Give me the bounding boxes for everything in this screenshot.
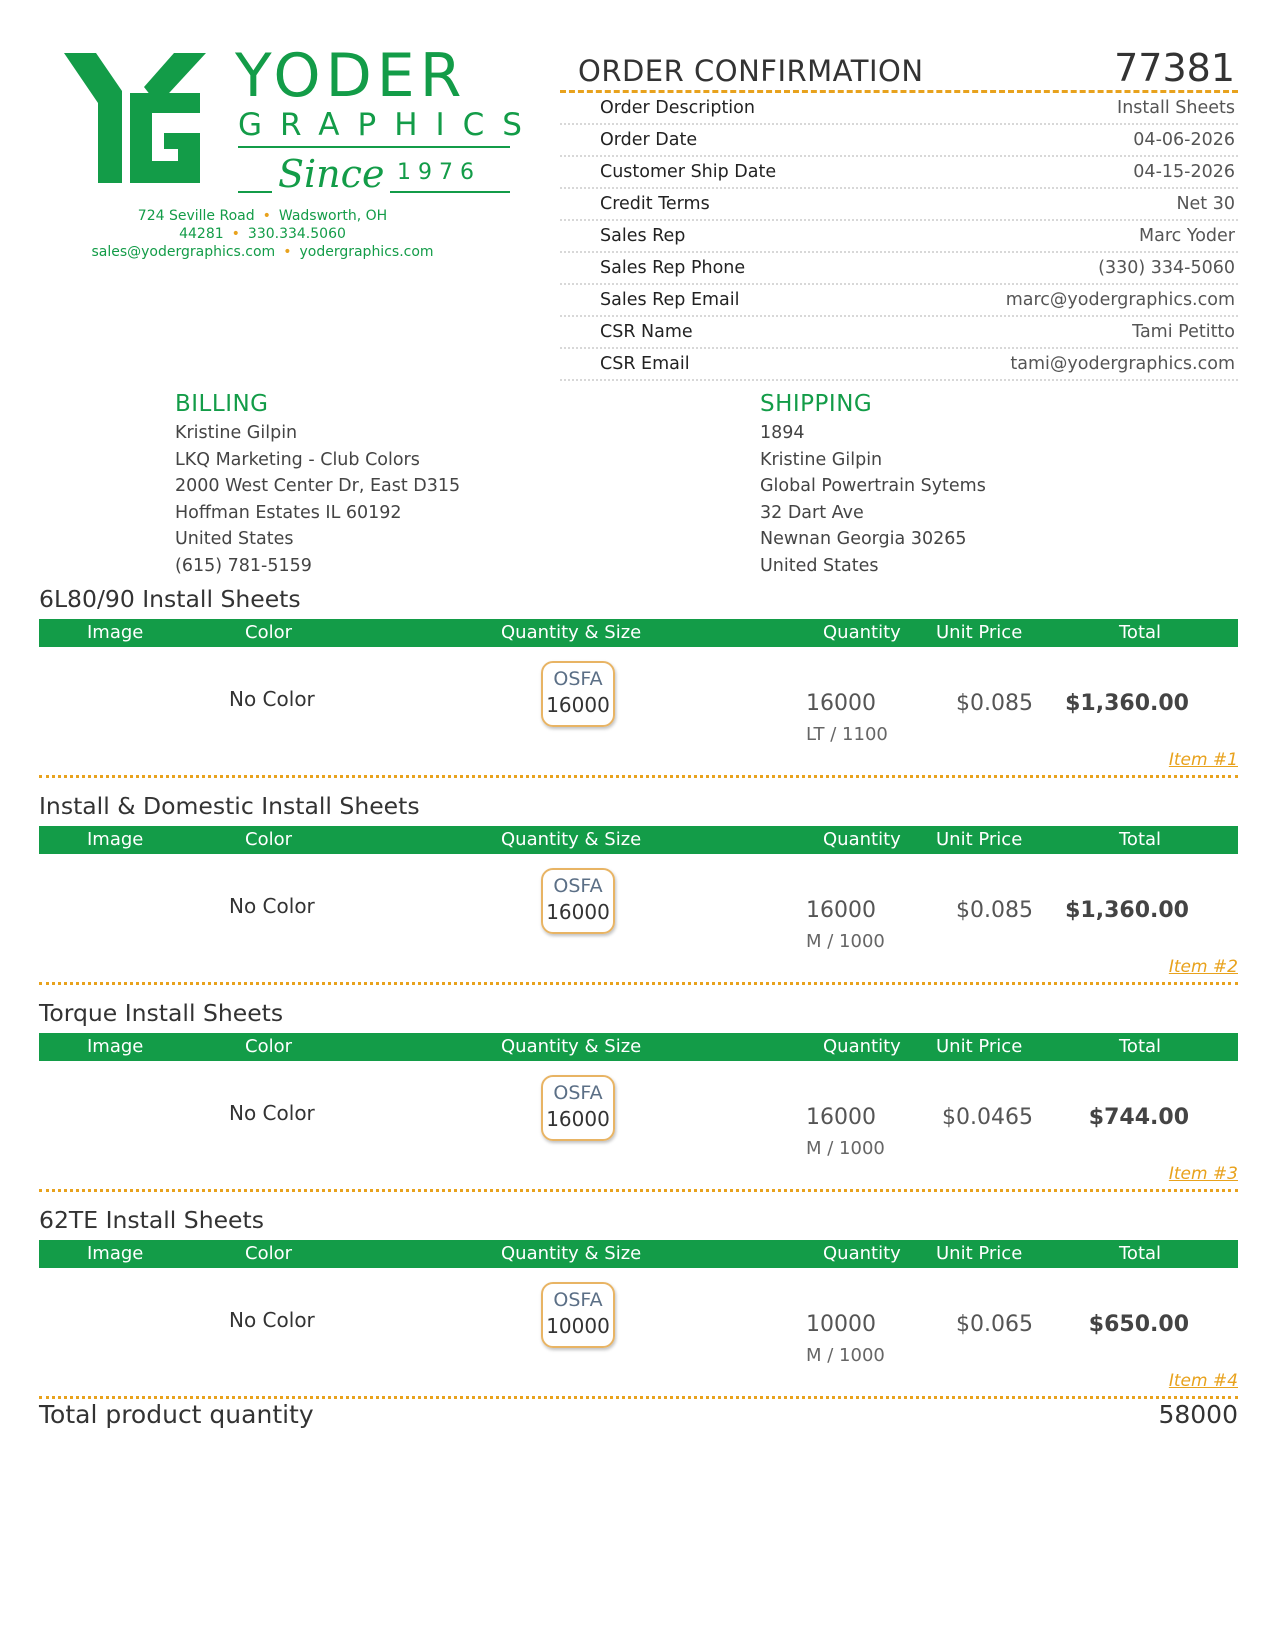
item-quantity: 16000 xyxy=(806,1105,876,1130)
col-color: Color xyxy=(245,829,292,850)
company-contact xyxy=(60,207,465,261)
size-label: OSFA xyxy=(553,668,603,690)
col-qty-size: Quantity & Size xyxy=(501,622,642,643)
item-title: Install & Domestic Install Sheets xyxy=(39,792,420,820)
item-row xyxy=(39,1061,1238,1192)
size-label: OSFA xyxy=(553,1082,603,1104)
address-line: United States xyxy=(760,555,879,576)
line-item-section xyxy=(39,790,1238,985)
detail-value: Marc Yoder xyxy=(1139,226,1235,246)
col-total: Total xyxy=(1119,622,1162,643)
column-header xyxy=(39,619,1238,647)
order-detail-row xyxy=(560,285,1238,317)
col-qty-size: Quantity & Size xyxy=(501,829,642,850)
company-address: 724 Seville Road xyxy=(137,208,255,224)
item-row xyxy=(39,647,1238,778)
item-total: $650.00 xyxy=(1088,1312,1189,1337)
brand-year: 1976 xyxy=(393,158,485,188)
size-badge xyxy=(541,868,615,934)
detail-label: Sales Rep xyxy=(600,226,686,246)
address-line: Global Powertrain Sytems xyxy=(760,476,986,496)
item-title: 62TE Install Sheets xyxy=(39,1206,264,1234)
item-row xyxy=(39,854,1238,985)
item-quantity-sub: M / 1000 xyxy=(806,1138,885,1159)
yg-logo-mark-icon xyxy=(60,45,210,195)
bullet-icon: • xyxy=(283,244,292,260)
size-quantity: 16000 xyxy=(546,1107,610,1131)
brand-since: Since xyxy=(272,151,390,197)
col-unit-price: Unit Price xyxy=(936,1243,1023,1264)
address-line: 2000 West Center Dr, East D315 xyxy=(175,476,461,496)
address-line: (615) 781-5159 xyxy=(175,555,312,576)
item-row xyxy=(39,1268,1238,1399)
column-header xyxy=(39,1240,1238,1268)
order-detail-row xyxy=(560,125,1238,157)
brand-subname: GRAPHICS xyxy=(238,107,540,143)
column-header xyxy=(39,826,1238,854)
col-unit-price: Unit Price xyxy=(936,829,1023,850)
size-quantity: 16000 xyxy=(546,693,610,717)
shipping-title: SHIPPING xyxy=(760,391,873,417)
item-number-link[interactable]: Item #2 xyxy=(1168,957,1238,977)
item-total: $1,360.00 xyxy=(1065,691,1189,716)
size-quantity: 16000 xyxy=(546,900,610,924)
detail-label: Sales Rep Phone xyxy=(600,258,746,278)
billing-address xyxy=(175,388,460,579)
col-unit-price: Unit Price xyxy=(936,622,1023,643)
order-detail-row xyxy=(560,253,1238,285)
item-color: No Color xyxy=(229,1101,315,1125)
item-total: $1,360.00 xyxy=(1065,898,1189,923)
item-unit-price: $0.0465 xyxy=(942,1105,1033,1130)
address-line: Newnan Georgia 30265 xyxy=(760,529,967,549)
detail-label: CSR Email xyxy=(600,354,690,374)
billing-title: BILLING xyxy=(175,391,269,417)
order-detail-row xyxy=(560,317,1238,349)
detail-value: 04-15-2026 xyxy=(1133,162,1235,182)
order-detail-row xyxy=(560,349,1238,381)
company-email[interactable]: sales@yodergraphics.com xyxy=(91,244,276,260)
detail-value: Net 30 xyxy=(1176,194,1235,214)
address-line: Kristine Gilpin xyxy=(175,423,298,443)
line-item-section xyxy=(39,583,1238,778)
item-title: 6L80/90 Install Sheets xyxy=(39,585,301,613)
company-website[interactable]: yodergraphics.com xyxy=(299,244,434,260)
item-color: No Color xyxy=(229,1308,315,1332)
address-line: 32 Dart Ave xyxy=(760,502,864,523)
item-number-link[interactable]: Item #4 xyxy=(1168,1371,1238,1391)
col-total: Total xyxy=(1119,1243,1162,1264)
col-total: Total xyxy=(1119,1036,1162,1057)
sales-rep-email-link[interactable]: marc@yodergraphics.com xyxy=(1005,290,1235,310)
item-quantity-sub: LT / 1100 xyxy=(806,724,888,745)
item-quantity: 16000 xyxy=(806,691,876,716)
col-quantity: Quantity xyxy=(823,1036,901,1057)
detail-label: Sales Rep Email xyxy=(600,290,740,310)
address-line: LKQ Marketing - Club Colors xyxy=(175,449,420,470)
size-badge xyxy=(541,1282,615,1348)
bullet-icon: • xyxy=(262,208,271,224)
order-detail-row xyxy=(560,157,1238,189)
address-line: Kristine Gilpin xyxy=(760,449,883,470)
shipping-address xyxy=(760,388,986,579)
detail-label: Credit Terms xyxy=(600,194,710,214)
col-total: Total xyxy=(1119,829,1162,850)
detail-value: (330) 334-5060 xyxy=(1098,258,1235,278)
detail-value: 04-06-2026 xyxy=(1133,130,1235,150)
order-title-row xyxy=(560,44,1238,93)
col-image: Image xyxy=(87,829,144,850)
detail-value: Install Sheets xyxy=(1117,98,1235,118)
detail-label: Customer Ship Date xyxy=(600,162,777,182)
col-quantity: Quantity xyxy=(823,1243,901,1264)
address-line: Hoffman Estates IL 60192 xyxy=(175,502,402,523)
item-unit-price: $0.085 xyxy=(956,691,1033,716)
detail-label: Order Date xyxy=(600,130,698,150)
item-total: $744.00 xyxy=(1088,1105,1189,1130)
total-quantity-value: 58000 xyxy=(1158,1400,1238,1429)
col-image: Image xyxy=(87,1036,144,1057)
item-color: No Color xyxy=(229,894,315,918)
col-image: Image xyxy=(87,1243,144,1264)
detail-value: Tami Petitto xyxy=(1132,322,1235,342)
col-color: Color xyxy=(245,1036,292,1057)
col-color: Color xyxy=(245,1243,292,1264)
order-detail-row xyxy=(560,189,1238,221)
col-qty-size: Quantity & Size xyxy=(501,1243,642,1264)
csr-email-link[interactable]: tami@yodergraphics.com xyxy=(1010,354,1235,374)
size-badge xyxy=(541,661,615,727)
item-quantity-sub: M / 1000 xyxy=(806,931,885,952)
item-color: No Color xyxy=(229,687,315,711)
item-quantity-sub: M / 1000 xyxy=(806,1345,885,1366)
order-detail-row xyxy=(560,93,1238,125)
col-color: Color xyxy=(245,622,292,643)
column-header xyxy=(39,1033,1238,1061)
col-quantity: Quantity xyxy=(823,829,901,850)
col-unit-price: Unit Price xyxy=(936,1036,1023,1057)
col-quantity: Quantity xyxy=(823,622,901,643)
order-number: 77381 xyxy=(1114,46,1235,90)
company-city: Wadsworth, OH 44281 xyxy=(179,208,388,242)
item-unit-price: $0.065 xyxy=(956,1312,1033,1337)
address-line: 1894 xyxy=(760,423,805,443)
item-quantity: 10000 xyxy=(806,1312,876,1337)
logo-divider xyxy=(238,146,510,148)
total-quantity-row xyxy=(39,1400,1238,1429)
bullet-icon: • xyxy=(231,226,240,242)
size-label: OSFA xyxy=(553,875,603,897)
line-item-section xyxy=(39,1204,1238,1399)
size-label: OSFA xyxy=(553,1289,603,1311)
detail-label: CSR Name xyxy=(600,322,693,342)
order-title: ORDER CONFIRMATION xyxy=(578,54,924,88)
brand-name: YODER xyxy=(235,41,467,111)
address-line: United States xyxy=(175,529,294,549)
company-phone: 330.334.5060 xyxy=(247,226,346,242)
item-title: Torque Install Sheets xyxy=(39,999,284,1027)
size-quantity: 10000 xyxy=(546,1314,610,1338)
total-quantity-label: Total product quantity xyxy=(39,1400,314,1429)
col-image: Image xyxy=(87,622,144,643)
detail-label: Order Description xyxy=(600,98,755,118)
col-qty-size: Quantity & Size xyxy=(501,1036,642,1057)
size-badge xyxy=(541,1075,615,1141)
item-number-link[interactable]: Item #1 xyxy=(1168,750,1238,770)
item-quantity: 16000 xyxy=(806,898,876,923)
order-details xyxy=(560,44,1238,381)
item-number-link[interactable]: Item #3 xyxy=(1168,1164,1238,1184)
order-detail-row xyxy=(560,221,1238,253)
line-item-section xyxy=(39,997,1238,1192)
item-unit-price: $0.085 xyxy=(956,898,1033,923)
